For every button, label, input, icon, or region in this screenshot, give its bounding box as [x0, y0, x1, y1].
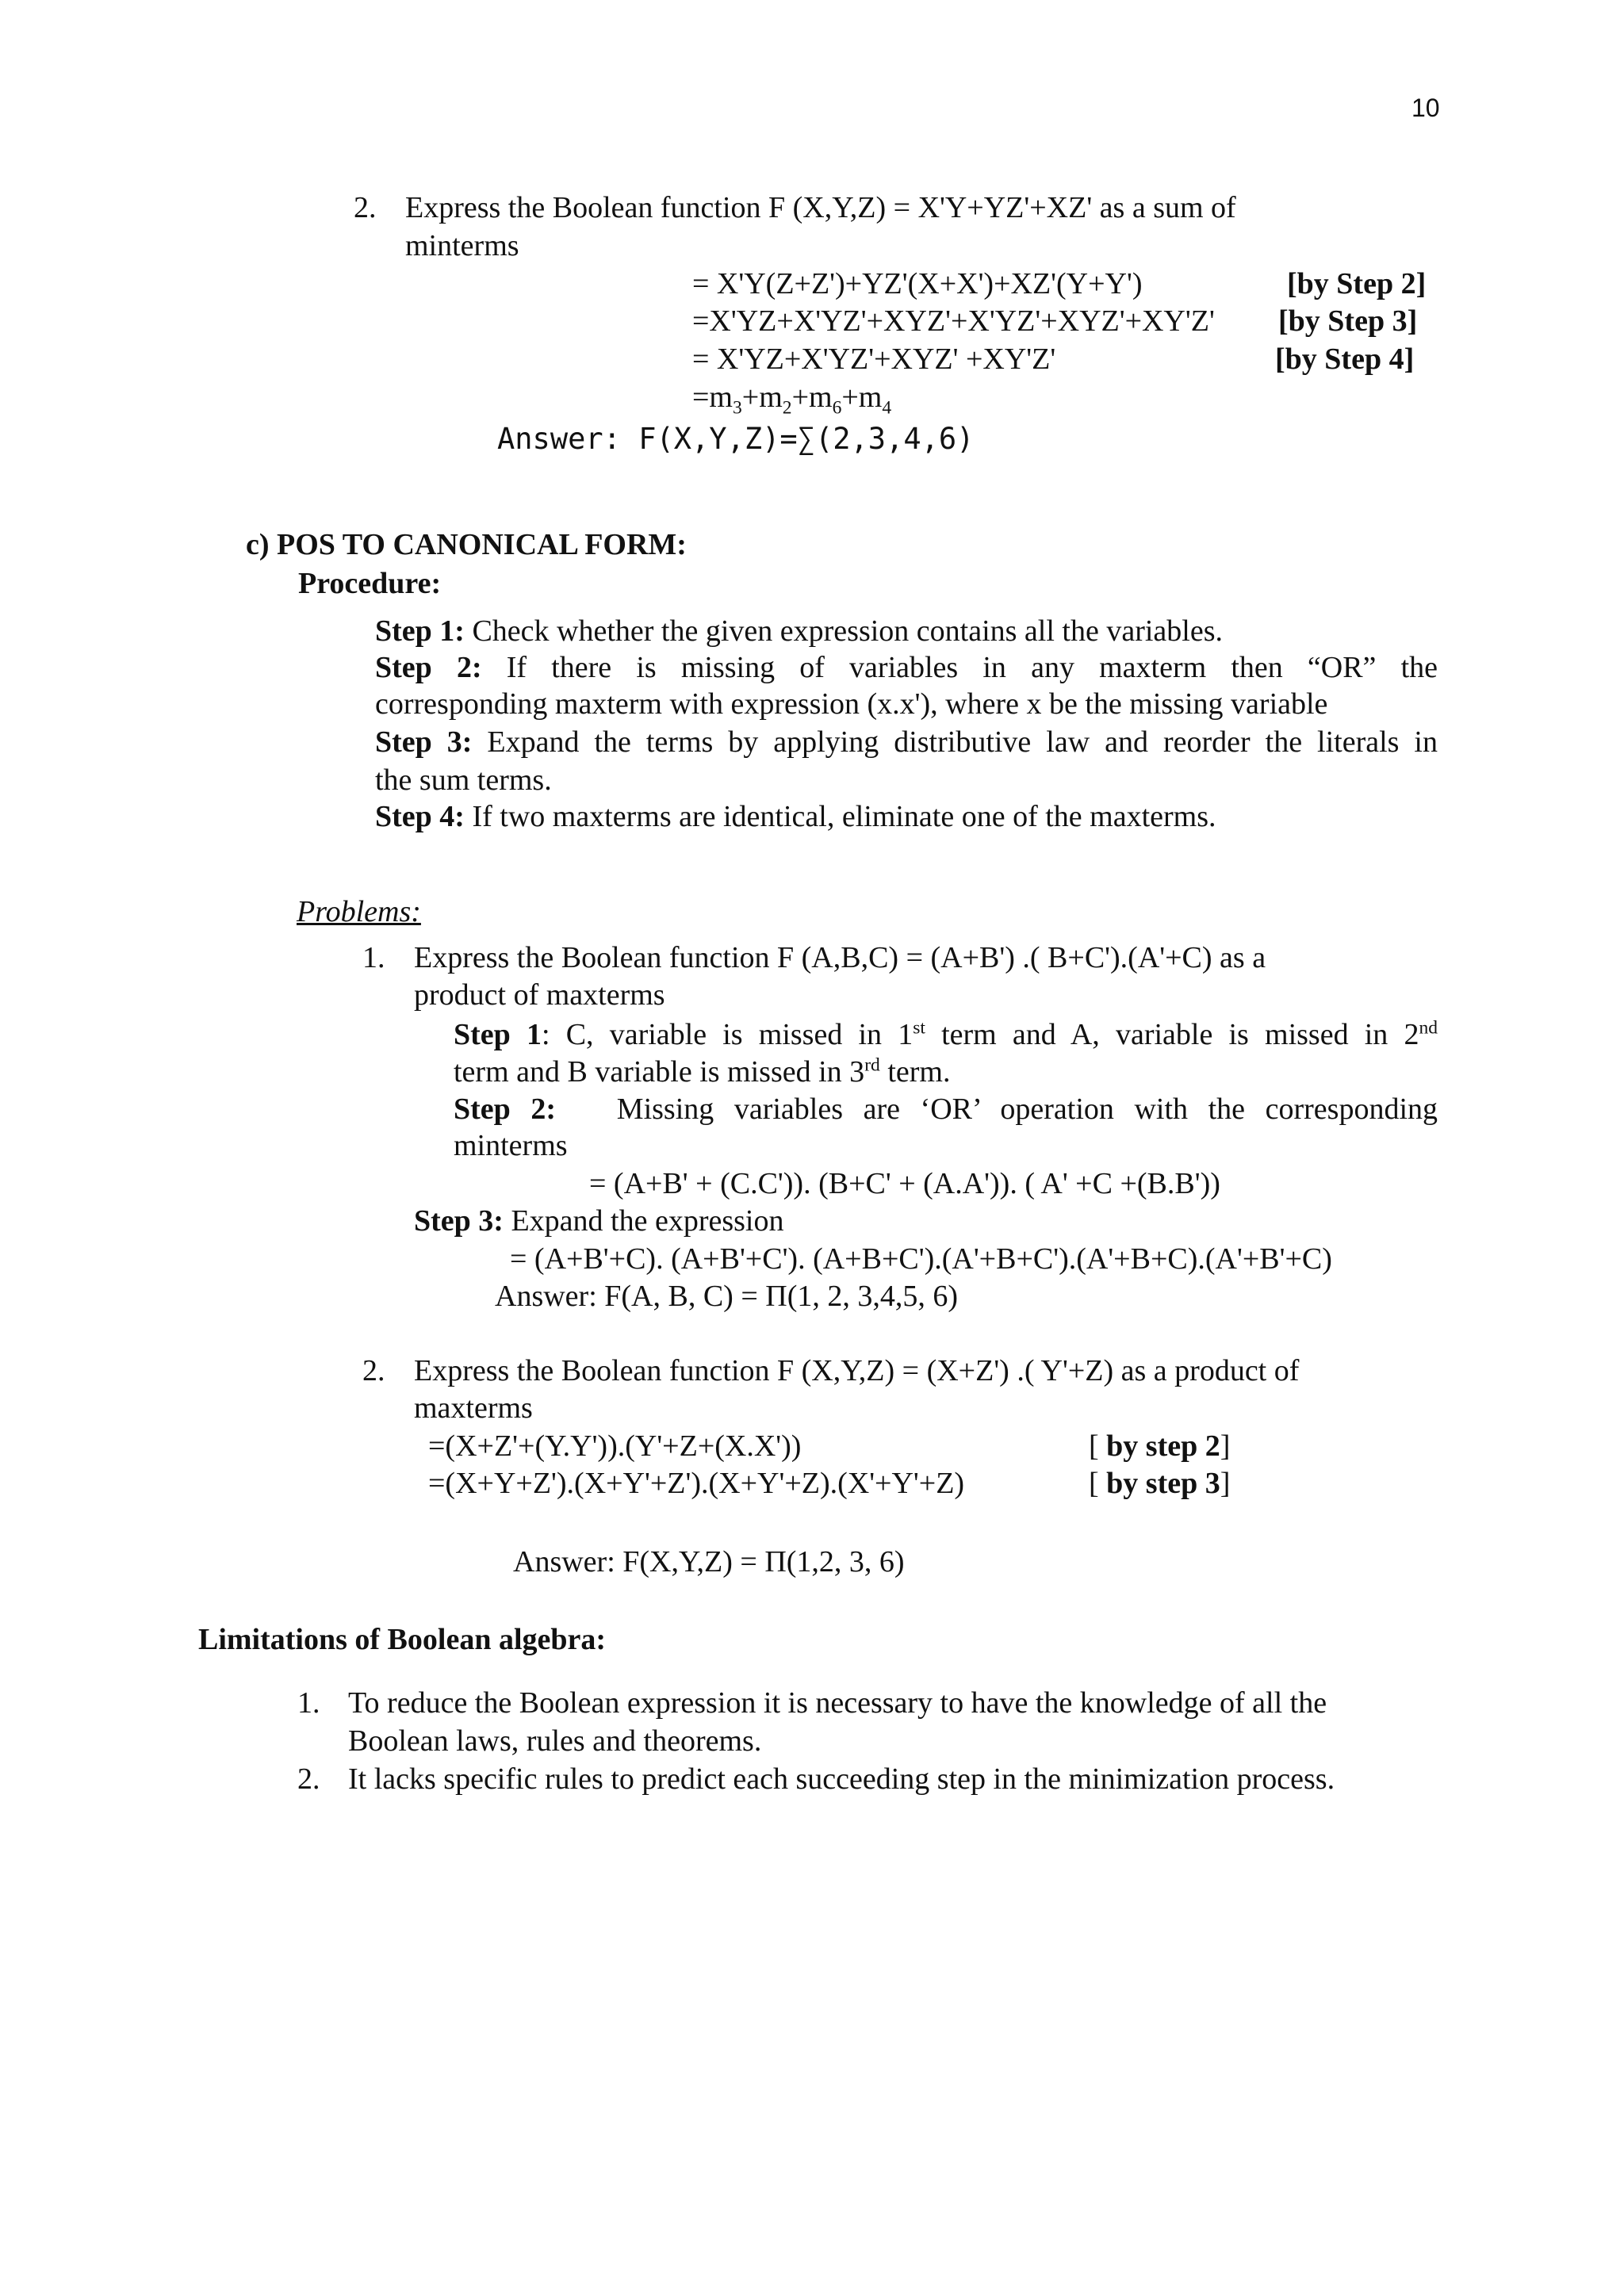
solution-step: Step 3: Expand the expression [414, 1204, 784, 1238]
step-tag: [by Step 3] [1278, 304, 1418, 338]
problems-heading: Problems: [297, 895, 421, 928]
list-item-number: 1. [297, 1686, 320, 1720]
answer: Answer: F(A, B, C) = Π(1, 2, 3,4,5, 6) [495, 1280, 959, 1313]
expansion-line: = X'Y(Z+Z')+YZ'(X+X')+XZ'(Y+Y') [692, 267, 1143, 300]
question-text: Express the Boolean function F (X,Y,Z) = X'Y+YZ'+XZ' as a sum of [405, 191, 1236, 224]
section-heading: c) POS TO CANONICAL FORM: [246, 528, 687, 561]
procedure-step: Step 1: Check whether the given expression contains all the variables. [375, 614, 1223, 648]
problem-text: maxterms [414, 1391, 533, 1425]
expansion-line: =X'YZ+X'YZ'+XYZ'+X'YZ'+XYZ'+XY'Z' [692, 304, 1215, 338]
procedure-label: Procedure: [298, 567, 442, 600]
problem-number: 1. [362, 941, 385, 974]
limitations-heading: Limitations of Boolean algebra: [198, 1623, 607, 1656]
answer: Answer: F(X,Y,Z)=∑(2,3,4,6) [497, 422, 975, 456]
solution-step: Step 2: Missing variables are ‘OR’ operation with the corresponding [454, 1093, 1438, 1126]
problem-text: Express the Boolean function F (A,B,C) = (A+B') .( B+C').(A'+C) as a [414, 941, 1266, 974]
problem-text: Express the Boolean function F (X,Y,Z) = (X+Z') .( Y'+Z) as a product of [414, 1354, 1300, 1387]
expression: = (A+B'+C). (A+B'+C'). (A+B+C').(A'+B+C').(A'+B+C).(A'+B'+C) [510, 1242, 1332, 1276]
expression: =(X+Z'+(Y.Y')).(Y'+Z+(X.X')) [428, 1429, 802, 1463]
expansion-line: = X'YZ+X'YZ'+XYZ' +XY'Z' [692, 342, 1056, 376]
step-tag: [by Step 2] [1287, 267, 1427, 300]
list-item: To reduce the Boolean expression it is necessary to have the knowledge of all the [348, 1686, 1327, 1720]
answer: Answer: F(X,Y,Z) = Π(1,2, 3, 6) [513, 1545, 905, 1578]
procedure-step: Step 2: If there is missing of variables in any maxterm then “OR” the [375, 651, 1438, 684]
question-number: 2. [354, 191, 377, 224]
expression: = (A+B' + (C.C')). (B+C' + (A.A')). ( A' +C +(B.B')) [589, 1167, 1220, 1200]
page-number: 10 [1411, 94, 1440, 122]
procedure-step: Step 3: Expand the terms by applying distributive law and reorder the literals in [375, 725, 1438, 759]
step-tag: [ by step 2] [1089, 1429, 1231, 1463]
expression: =(X+Y+Z').(X+Y'+Z').(X+Y'+Z).(X'+Y'+Z) [428, 1467, 965, 1500]
solution-step-continued: term and B variable is missed in 3rd term. [454, 1054, 951, 1089]
solution-step: Step 1: C, variable is missed in 1st term and A, variable is missed in 2nd [454, 1017, 1438, 1051]
problem-number: 2. [362, 1354, 385, 1387]
minterm-sum: $=m_3+m_2+m_6+m_4$ [692, 381, 892, 419]
step-tag: [by Step 4] [1275, 342, 1415, 376]
list-item: It lacks specific rules to predict each succeeding step in the minimization process. [348, 1762, 1335, 1796]
step-tag: [ by step 3] [1089, 1467, 1231, 1500]
procedure-step-continued: corresponding maxterm with expression (x.x'), where x be the missing variable [375, 687, 1328, 721]
list-item-continued: Boolean laws, rules and theorems. [348, 1724, 762, 1758]
question-text: minterms [405, 229, 519, 262]
procedure-step-continued: the sum terms. [375, 763, 552, 797]
solution-step-continued: minterms [454, 1129, 568, 1162]
procedure-step: Step 4: If two maxterms are identical, eliminate one of the maxterms. [375, 800, 1216, 833]
problem-text: product of maxterms [414, 978, 665, 1012]
list-item-number: 2. [297, 1762, 320, 1796]
